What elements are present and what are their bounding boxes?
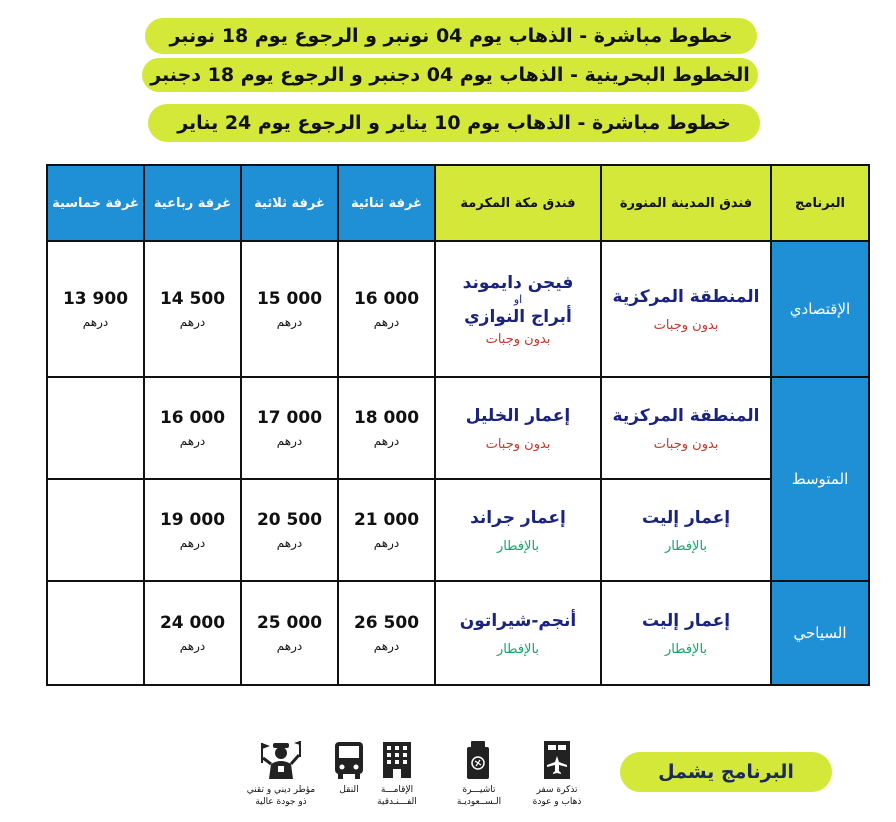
meal-plan: بدون وجبات [653, 436, 719, 452]
price-quint [47, 241, 144, 377]
madinah-hotel-cell [601, 377, 771, 479]
currency-label: درهم [373, 315, 400, 329]
currency-label: درهم [276, 536, 303, 550]
currency-label: درهم [276, 639, 303, 653]
price-value: 18 000 [353, 408, 420, 428]
header-double-room: غرفة ثنائية [338, 165, 435, 241]
price-value: 13 900 [62, 289, 129, 309]
bus-icon [332, 740, 366, 780]
makkah-hotel-name: إعمار الخليل [465, 405, 571, 426]
flight-banner-december: الخطوط البحرينية - الذهاب يوم 04 دجنبر و الرجوع يوم 18 دجنبر [142, 58, 758, 92]
price-triple [241, 479, 338, 581]
service-label [512, 784, 602, 808]
price-quint-empty [47, 479, 144, 581]
service-label [236, 784, 326, 808]
currency-label: درهم [373, 434, 400, 448]
price-value: 21 000 [353, 510, 420, 530]
price-value: 24 000 [159, 613, 226, 633]
price-value: 15 000 [256, 289, 323, 309]
airplane-ticket-icon [542, 740, 572, 780]
price-quint-empty [47, 377, 144, 479]
price-double [338, 581, 435, 685]
price-value: 19 000 [159, 510, 226, 530]
header-madinah-hotel: فندق المدينة المنورة [601, 165, 771, 241]
makkah-hotel-cell [435, 377, 601, 479]
makkah-hotel-cell [435, 241, 601, 377]
service-label-line2: الفـــنـدقية [377, 797, 417, 807]
currency-label: درهم [179, 315, 206, 329]
price-value: 26 500 [353, 613, 420, 633]
service-guide [236, 740, 326, 808]
table-row-mid-b [47, 479, 869, 581]
madinah-hotel-cell [601, 479, 771, 581]
currency-label: درهم [179, 639, 206, 653]
makkah-hotel-cell [435, 479, 601, 581]
meal-plan: بدون وجبات [485, 436, 551, 452]
price-quad [144, 241, 241, 377]
service-saudi-visa [434, 740, 524, 808]
service-label-line1: تذكرة سفر [536, 785, 578, 795]
madinah-hotel-name: المنطقة المركزية [612, 405, 760, 426]
price-value: 14 500 [159, 289, 226, 309]
price-triple [241, 241, 338, 377]
header-triple-room: غرفة ثلاثية [241, 165, 338, 241]
makkah-hotel-cell [435, 581, 601, 685]
price-quad [144, 377, 241, 479]
makkah-hotel-name: أنجم-شيراتون [459, 610, 577, 631]
service-label-line1: مؤطر ديني و تقني [246, 785, 316, 795]
program-tourist: السياحي [771, 581, 869, 685]
makkah-hotel-name: إعمار جراند [470, 507, 566, 528]
table-row-economy [47, 241, 869, 377]
meal-plan: بالإفطار [664, 641, 708, 657]
currency-label: درهم [373, 536, 400, 550]
currency-label: درهم [276, 434, 303, 448]
service-label [434, 784, 524, 808]
currency-label: درهم [179, 434, 206, 448]
madinah-hotel-name: المنطقة المركزية [612, 286, 760, 307]
price-double [338, 479, 435, 581]
currency-label: درهم [276, 315, 303, 329]
table-row-mid-a [47, 377, 869, 479]
price-quint-empty [47, 581, 144, 685]
includes-title: البرنامج يشمل [620, 752, 832, 792]
program-economy: الإقتصادي [771, 241, 869, 377]
meal-plan: بالإفطار [496, 641, 540, 657]
price-value: 16 000 [159, 408, 226, 428]
pricing-table [46, 164, 870, 686]
service-label-line1: النقل [339, 785, 359, 795]
madinah-hotel-cell [601, 241, 771, 377]
price-value: 20 500 [256, 510, 323, 530]
currency-label: درهم [179, 536, 206, 550]
header-quint-room: غرفة خماسية [47, 165, 144, 241]
header-quad-room: غرفة رباعية [144, 165, 241, 241]
or-label: او [513, 292, 523, 306]
flight-banner-january: خطوط مباشرة - الذهاب يوم 10 يناير و الرجوع يوم 24 يناير [148, 104, 760, 142]
price-triple [241, 581, 338, 685]
price-quad [144, 581, 241, 685]
table-header-row [47, 165, 869, 241]
meal-plan: بالإفطار [664, 538, 708, 554]
service-label-line2: ذو جودة عالية [255, 797, 307, 807]
header-makkah-hotel: فندق مكة المكرمة [435, 165, 601, 241]
service-label-line2: الـســعوديـة [456, 797, 502, 807]
header-program: البرنامج [771, 165, 869, 241]
service-airplane-ticket [512, 740, 602, 808]
price-double [338, 241, 435, 377]
price-triple [241, 377, 338, 479]
flight-banner-november: خطوط مباشرة - الذهاب يوم 04 نونبر و الرجوع يوم 18 نونبر [145, 18, 757, 54]
meal-plan: بدون وجبات [485, 331, 551, 347]
madinah-hotel-name: إعمار إليت [641, 507, 731, 528]
price-value: 25 000 [256, 613, 323, 633]
makkah-hotel-name: فيجن دايموند [462, 272, 574, 293]
price-value: 17 000 [256, 408, 323, 428]
currency-label: درهم [82, 315, 109, 329]
saudi-visa-icon [465, 740, 493, 780]
meal-plan: بدون وجبات [653, 317, 719, 333]
service-label-line2: ذهاب و عودة [532, 797, 582, 807]
madinah-hotel-name: إعمار إليت [641, 610, 731, 631]
program-mid: المتوسط [771, 377, 869, 581]
meal-plan: بالإفطار [496, 538, 540, 554]
service-label-line1: تاشيـــرة [462, 785, 496, 795]
service-label-line1: الإقامـــة [380, 785, 414, 795]
guide-icon [259, 740, 303, 780]
currency-label: درهم [373, 639, 400, 653]
price-value: 16 000 [353, 289, 420, 309]
madinah-hotel-cell [601, 581, 771, 685]
price-quad [144, 479, 241, 581]
makkah-hotel-name-alt: أبراج النوازي [464, 306, 572, 327]
table-row-tourist [47, 581, 869, 685]
price-double [338, 377, 435, 479]
